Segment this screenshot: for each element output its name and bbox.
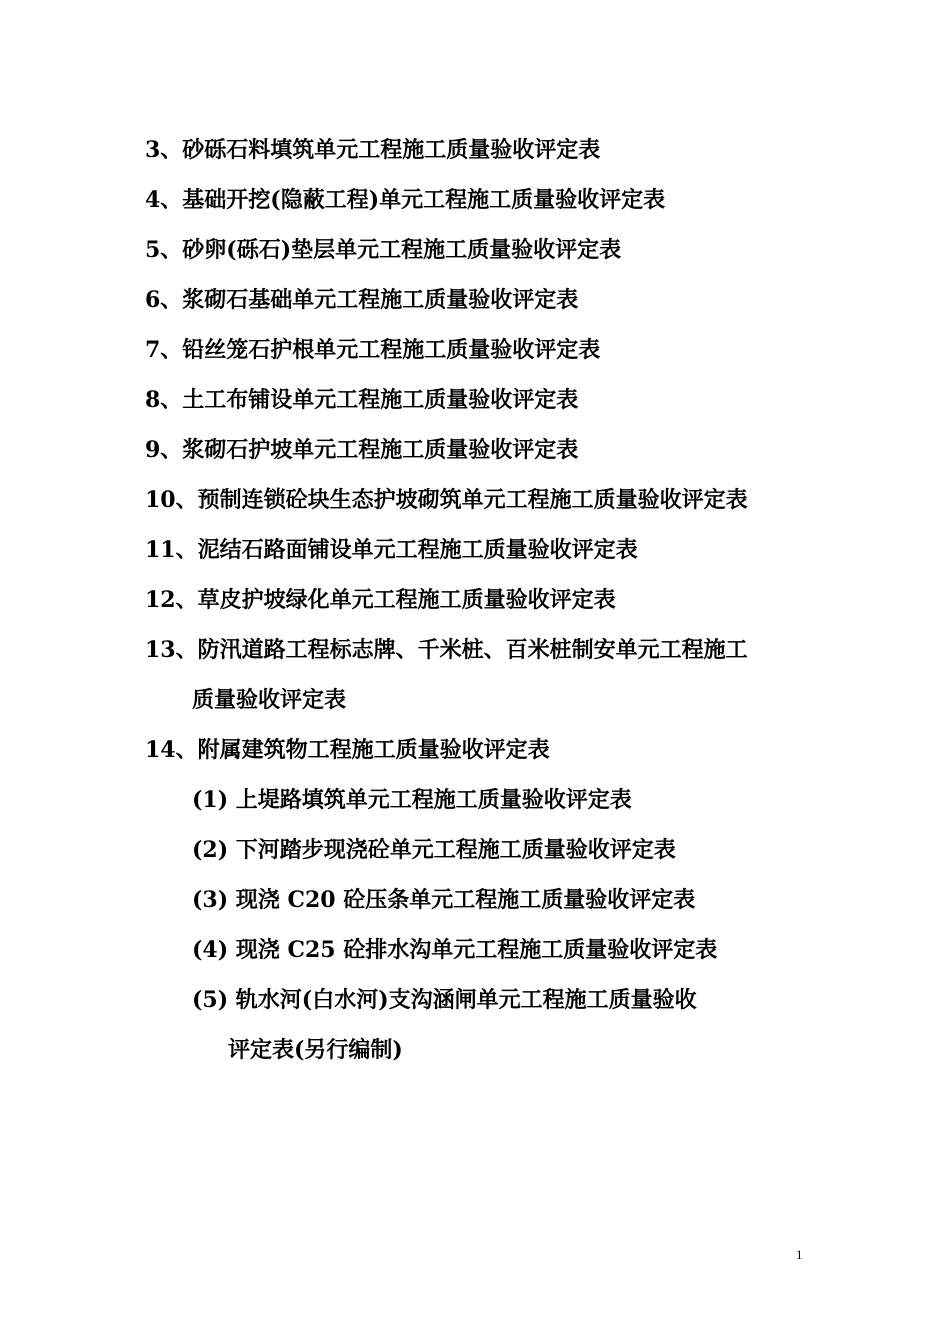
form-list: [145, 132, 845, 1082]
list-item: 11、泥结石路面铺设单元工程施工质量验收评定表: [145, 537, 638, 563]
list-item: 14、附属建筑物工程施工质量验收评定表: [145, 737, 550, 763]
list-item: 9、浆砌石护坡单元工程施工质量验收评定表: [145, 437, 579, 463]
list-item: 3、砂砾石料填筑单元工程施工质量验收评定表: [145, 137, 601, 163]
page-number: 1: [796, 1247, 803, 1262]
sub-list-item: (3) 现浇 C20 砼压条单元工程施工质量验收评定表: [192, 887, 696, 913]
sub-list-item-continuation: 评定表(另行编制): [228, 1037, 403, 1063]
list-item: 13、防汛道路工程标志牌、千米桩、百米桩制安单元工程施工: [145, 637, 748, 663]
sub-list-item: (4) 现浇 C25 砼排水沟单元工程施工质量验收评定表: [192, 937, 718, 963]
list-item-continuation: 质量验收评定表: [192, 687, 347, 713]
list-item: 10、预制连锁砼块生态护坡砌筑单元工程施工质量验收评定表: [145, 487, 748, 513]
sub-list-item: (5) 轨水河(白水河)支沟涵闸单元工程施工质量验收: [192, 987, 697, 1013]
sub-list-item: (1) 上堤路填筑单元工程施工质量验收评定表: [192, 787, 632, 813]
sub-list-item: (2) 下河踏步现浇砼单元工程施工质量验收评定表: [192, 837, 676, 863]
list-item: 7、铅丝笼石护根单元工程施工质量验收评定表: [145, 337, 601, 363]
list-item: 6、浆砌石基础单元工程施工质量验收评定表: [145, 287, 579, 313]
list-item: 4、基础开挖(隐蔽工程)单元工程施工质量验收评定表: [145, 187, 666, 213]
list-item: 8、土工布铺设单元工程施工质量验收评定表: [145, 387, 579, 413]
list-item: 5、砂卵(砾石)垫层单元工程施工质量验收评定表: [145, 237, 622, 263]
list-item: 12、草皮护坡绿化单元工程施工质量验收评定表: [145, 587, 616, 613]
